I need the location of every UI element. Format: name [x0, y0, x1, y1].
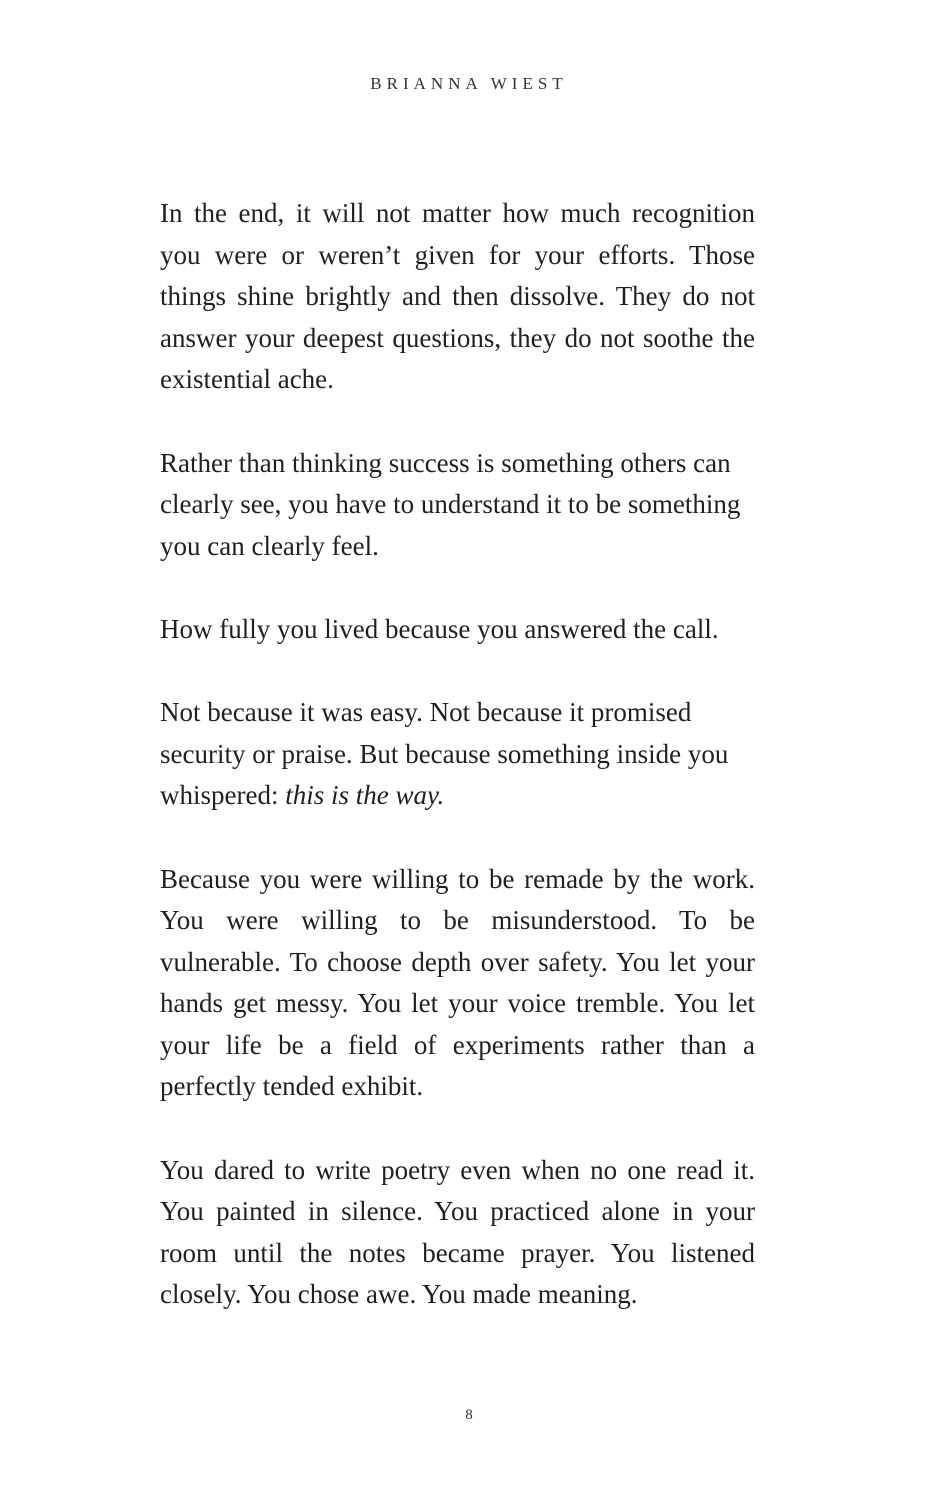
- page-number: 8: [465, 1407, 473, 1423]
- paragraph-3: How fully you lived because you answered the call.: [160, 613, 719, 644]
- paragraph-4-text: Not because it was easy. Not because it promised security or praise. But because something inside you whispered:: [160, 697, 729, 811]
- paragraph-4-emphasis: this is the way.: [285, 780, 445, 811]
- paragraph-2: Rather than thinking success is something others can clearly see, you have to understand it to be something you can clearly feel.: [160, 447, 741, 561]
- paragraph-5: Because you were willing to be remade by the work. You were willing to be misunderstood. To be vulnerable. To choose depth over safety. You let your hands get messy. You let your voice tremble. You let your life be a field of experiments rather than a perfectly tended exhibit.: [160, 863, 755, 1102]
- running-header-author: BRIANNA WIEST: [370, 74, 568, 93]
- paragraph-4: [160, 692, 755, 817]
- paragraph-1: In the end, it will not matter how much recognition you were or weren’t given for your efforts. Those things shine brightly and then dissolve. They do not answer your deepest questions, they do not soothe the existential ache.: [160, 198, 755, 395]
- paragraph-6: You dared to write poetry even when no one read it. You painted in silence. You practiced alone in your room until the notes became prayer. You listened closely. You chose awe. You made meaning.: [160, 1154, 755, 1310]
- body-text: [160, 193, 755, 1358]
